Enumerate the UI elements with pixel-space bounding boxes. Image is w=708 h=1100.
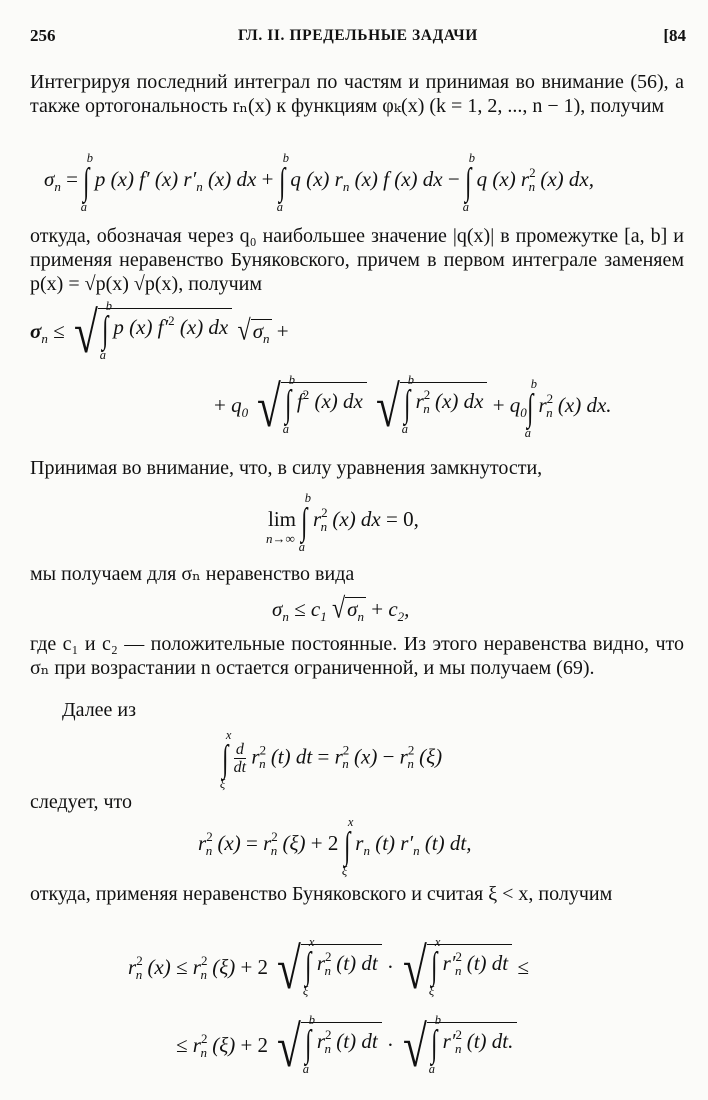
paragraph-5: где c₁ и c₂ — положительные постоянные. Из этого неравенства видно, что σₙ при возрастании n остается ограниченной, и мы получаем (69). xyxy=(30,633,684,679)
equation-6: $r^2_n$ $(x) = r^2_n$ (ξ) + 2 ∫ x ξ $r_n$ (t) $r'_n$ (t) dt, xyxy=(198,814,472,878)
paragraph-3: Принимая во внимание, что, в силу уравнения замкнутости, xyxy=(30,457,543,479)
paragraph-4: мы получаем для σₙ неравенство вида xyxy=(30,563,355,585)
equation-2a: $\sigma_n$ ≤ √ ∫ b a p (x) $f'^2$ (x) dx $√\sigma_n$ + xyxy=(30,298,289,365)
paragraph-7: следует, что xyxy=(30,791,133,813)
equation-3: lim n→∞ ∫ b a $r^2_n$ (x) dx = 0, xyxy=(266,490,419,554)
running-header xyxy=(30,26,686,50)
paragraph-8: откуда, применяя неравенство Буняковского и считая ξ < x, получим xyxy=(30,883,613,905)
paragraph-6: Далее из xyxy=(62,699,137,721)
chapter-title: ГЛ. II. ПРЕДЕЛЬНЫЕ ЗАДАЧИ xyxy=(238,27,478,44)
equation-7a: $r^2_n$ $(x) \le r^2_n$ (ξ) + 2 √ ∫ x ξ $r^2_n$ (t) dt · √ ∫ x ξ $r'^2_n$ (t) dt ≤ xyxy=(128,934,529,1001)
equation-2b: + $q_0$ √ ∫ b a $f^2$ (x) dx √ ∫ b a $r^2_n$ (x) dx + $q_0\int$ b a $r^2_n$ (x) dx. xyxy=(214,372,612,440)
equation-1 xyxy=(44,150,594,214)
paragraph-2: откуда, обозначая через q₀ наибольшее значение |q(x)| в промежутке [a, b] и применяя неравенство Буняковского, причем в первом интеграле заменяем p(x) = √p(x) √p(x), получим xyxy=(30,225,684,295)
page-number: 256 xyxy=(30,26,56,45)
equation-5: ∫ x ξ $\frac{d}{dt}$ $r^2_n$ (t) dt = $r^2_n$ $(x) - r^2_n$ (ξ) xyxy=(219,727,443,792)
equation-7b: ≤ $r^2_n$ (ξ) + 2 √ ∫ b a $r^2_n$ (t) dt · √ ∫ b a $r'^2_n$ (t) dt. xyxy=(176,1018,517,1076)
paragraph-1: Интегрируя последний интеграл по частям и принимая во внимание (56), а также ортогональность rₙ(x) к функциям φₖ(x) (k = 1, 2, ..., n − 1), получим xyxy=(30,71,684,117)
equation-1-text: $\sigma_n$ = ∫ b a p (x) f′ (x) $r'_n$ (x) dx + ∫ b a q (x) $r_n$ (x) f (x) dx − ∫ b a q (x) $r^2_n$ (x) dx, xyxy=(44,150,594,214)
equation-4: $\sigma_n \le c_1$ $√\sigma_n + c_2$, xyxy=(272,596,409,628)
section-number: [84 xyxy=(663,26,686,45)
